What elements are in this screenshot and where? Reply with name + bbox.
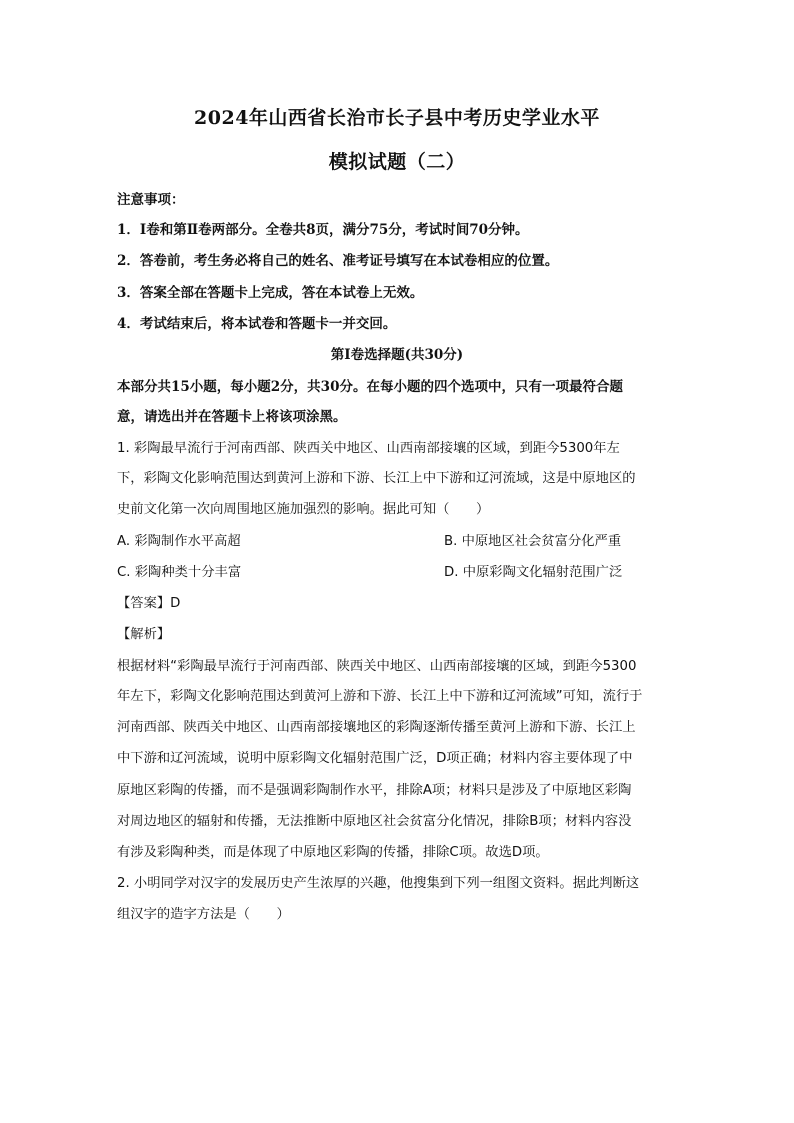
- section-heading: 第Ⅰ卷选择题(共30分): [330, 347, 464, 363]
- question-1-analysis-line: 原地区彩陶的传播，而不是强调彩陶制作水平，排除A项；材料只是涉及了中原地区彩陶: [117, 783, 632, 798]
- exam-title-line-1: 2024年山西省长治市长子县中考历史学业水平: [194, 107, 600, 129]
- question-1-analysis-line: 中下游和辽河流域，说明中原彩陶文化辐射范围广泛，D项正确；材料内容主要体现了中: [117, 751, 633, 766]
- exam-title-line-2: 模拟试题（二）: [328, 151, 466, 173]
- question-2-stem-line: 2. 小明同学对汉字的发展历史产生浓厚的兴趣，他搜集到下列一组图文资料。据此判断这: [117, 876, 640, 891]
- question-1-answer: 【答案】D: [117, 596, 181, 611]
- section-instruction-line: 意，请选出并在答题卡上将该项涂黑。: [117, 409, 347, 425]
- notice-item: 4．考试结束后，将本试卷和答题卡一并交回。: [117, 316, 397, 332]
- question-1-analysis-line: 年左下，彩陶文化影响范围达到黄河上游和下游、长江上中下游和辽河流域”可知，流行于: [117, 689, 643, 704]
- question-1-stem-line: 下，彩陶文化影响范围达到黄河上游和下游、长江上中下游和辽河流域，这是中原地区的: [117, 471, 636, 486]
- question-1-analysis-line: 河南西部、陕西关中地区、山西南部接壤地区的彩陶逐渐传播至黄河上游和下游、长江上: [117, 720, 636, 735]
- question-1-option-b: B. 中原地区社会贫富分化严重: [444, 534, 622, 549]
- question-1-option-a: A. 彩陶制作水平高超: [117, 534, 241, 549]
- question-1-analysis-heading: 【解析】: [117, 627, 171, 642]
- section-instruction-line: 本部分共15小题，每小题2分，共30分。在每小题的四个选项中，只有一项最符合题: [117, 379, 623, 395]
- question-1-stem-line: 史前文化第一次向周围地区施加强烈的影响。据此可知（ ）: [117, 502, 490, 517]
- notice-item: 1．Ⅰ卷和第Ⅱ卷两部分。全卷共8页，满分75分，考试时间70分钟。: [117, 222, 529, 238]
- question-1-analysis-line: 对周边地区的辐射和传播，无法推断中原地区社会贫富分化情况，排除B项；材料内容没: [117, 814, 632, 829]
- notice-item: 3．答案全部在答题卡上完成，答在本试卷上无效。: [117, 285, 424, 301]
- question-1-stem-line: 1. 彩陶最早流行于河南西部、陕西关中地区、山西南部接壤的区域，到距今5300年左: [117, 441, 620, 456]
- question-1-option-d: D. 中原彩陶文化辐射范围广泛: [444, 565, 623, 580]
- question-1-analysis-line: 根据材料“彩陶最早流行于河南西部、陕西关中地区、山西南部接壤的区域，到距今5300: [117, 659, 637, 674]
- question-2-stem-line: 组汉字的造字方法是（ ）: [117, 907, 290, 922]
- question-1-option-c: C. 彩陶种类十分丰富: [117, 565, 242, 580]
- question-1-analysis-line: 有涉及彩陶种类，而是体现了中原地区彩陶的传播，排除C项。故选D项。: [117, 845, 549, 860]
- notice-item: 2．答卷前，考生务必将自己的姓名、准考证号填写在本试卷相应的位置。: [117, 253, 559, 269]
- notice-heading: 注意事项：: [117, 192, 185, 208]
